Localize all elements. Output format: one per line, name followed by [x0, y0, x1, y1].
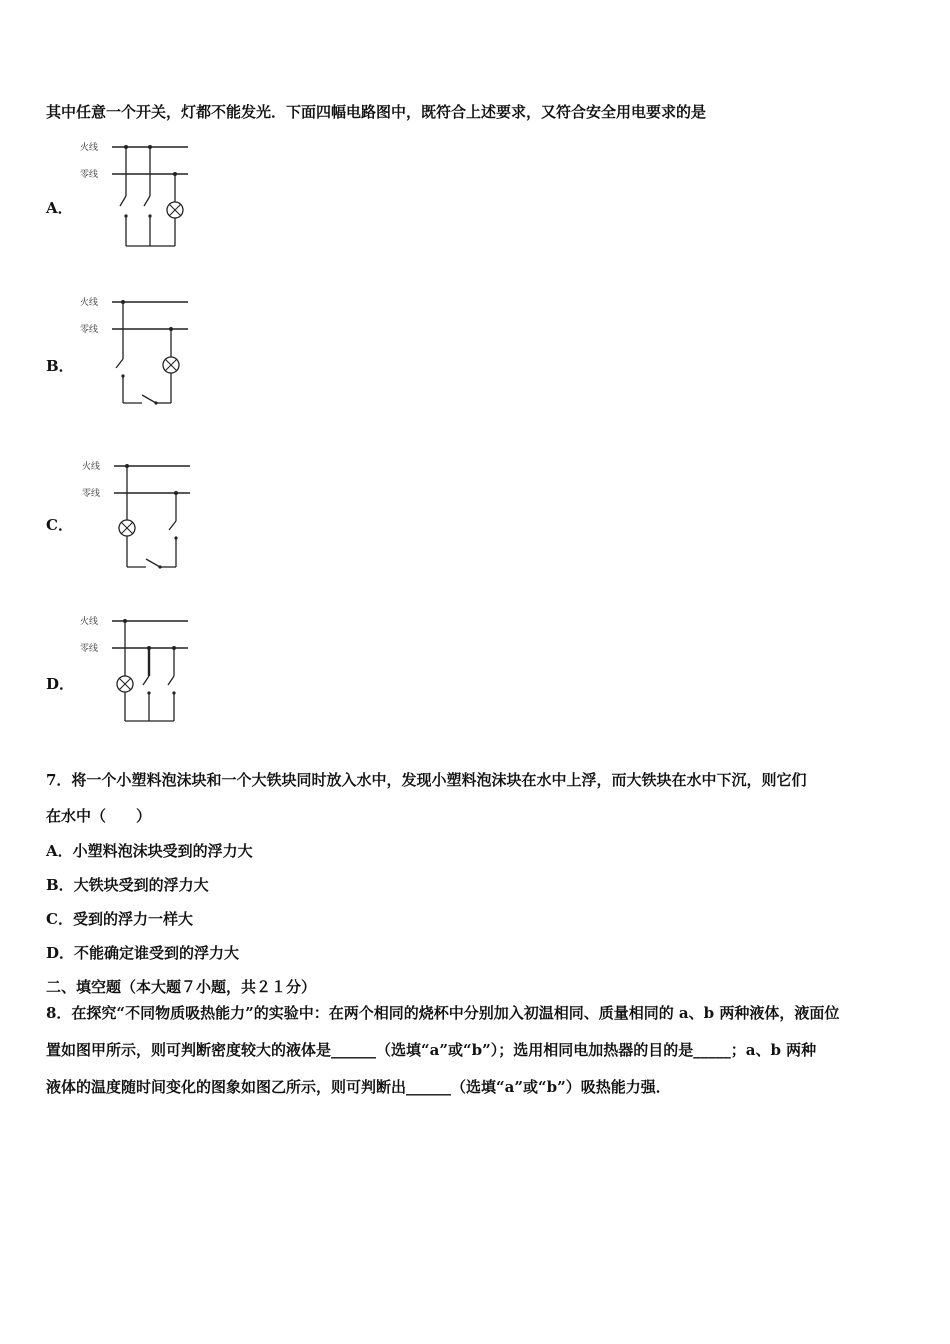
- q6-option-c-circuit: [78, 455, 198, 570]
- q6-stem: 其中任意一个开关，灯都不能发光．下面四幅电路图中，既符合上述要求，又符合安全用电要求的是: [46, 103, 707, 121]
- live-wire-label: 火线: [80, 617, 99, 627]
- q7-option-d[interactable]: D．不能确定谁受到的浮力大: [46, 944, 240, 962]
- section-heading: 二、填空题（本大题７小题，共２１分）: [46, 978, 317, 996]
- q7-stem-line1: 7．将一个小塑料泡沫块和一个大铁块同时放入水中，发现小塑料泡沫块在水中上浮，而大铁块在水中下沉，则它们: [46, 771, 807, 789]
- q6-option-a-label[interactable]: A．: [46, 199, 73, 217]
- neutral-wire-label: 零线: [80, 325, 99, 335]
- neutral-wire-label: 零线: [82, 489, 101, 499]
- q6-option-a-circuit: [78, 136, 198, 251]
- q7-stem-line2: 在水中（ ）: [46, 807, 152, 825]
- q6-option-b-label[interactable]: B．: [46, 357, 74, 375]
- q6-option-d-label[interactable]: D．: [46, 675, 75, 693]
- neutral-wire-label: 零线: [80, 644, 99, 654]
- q7-option-a[interactable]: A．小塑料泡沫块受到的浮力大: [46, 842, 253, 860]
- q7-option-c[interactable]: C．受到的浮力一样大: [46, 910, 193, 928]
- circuit-diagram-c: [78, 455, 198, 570]
- q7-option-b[interactable]: B．大铁块受到的浮力大: [46, 876, 209, 894]
- q6-option-b-circuit: [78, 291, 198, 406]
- live-wire-label: 火线: [82, 462, 101, 472]
- q6-option-c-label[interactable]: C．: [46, 516, 73, 534]
- circuit-diagram-b: [78, 291, 198, 406]
- q8-line2: 置如图甲所示，则可判断密度较大的液体是______（选填“a”或“b”）；选用相同电加热器的目的是_____；a、b 两种: [46, 1041, 817, 1059]
- q8-line3: 液体的温度随时间变化的图象如图乙所示，则可判断出______（选填“a”或“b”）吸热能力强．: [46, 1078, 671, 1096]
- q8-line1: 8．在探究“不同物质吸热能力”的实验中：在两个相同的烧杯中分别加入初温相同、质量相同的 a、b 两种液体，液面位: [46, 1004, 840, 1022]
- circuit-diagram-d: [78, 610, 198, 725]
- live-wire-label: 火线: [80, 143, 99, 153]
- circuit-diagram-a: [78, 136, 198, 251]
- q6-option-d-circuit: [78, 610, 198, 725]
- neutral-wire-label: 零线: [80, 170, 99, 180]
- live-wire-label: 火线: [80, 298, 99, 308]
